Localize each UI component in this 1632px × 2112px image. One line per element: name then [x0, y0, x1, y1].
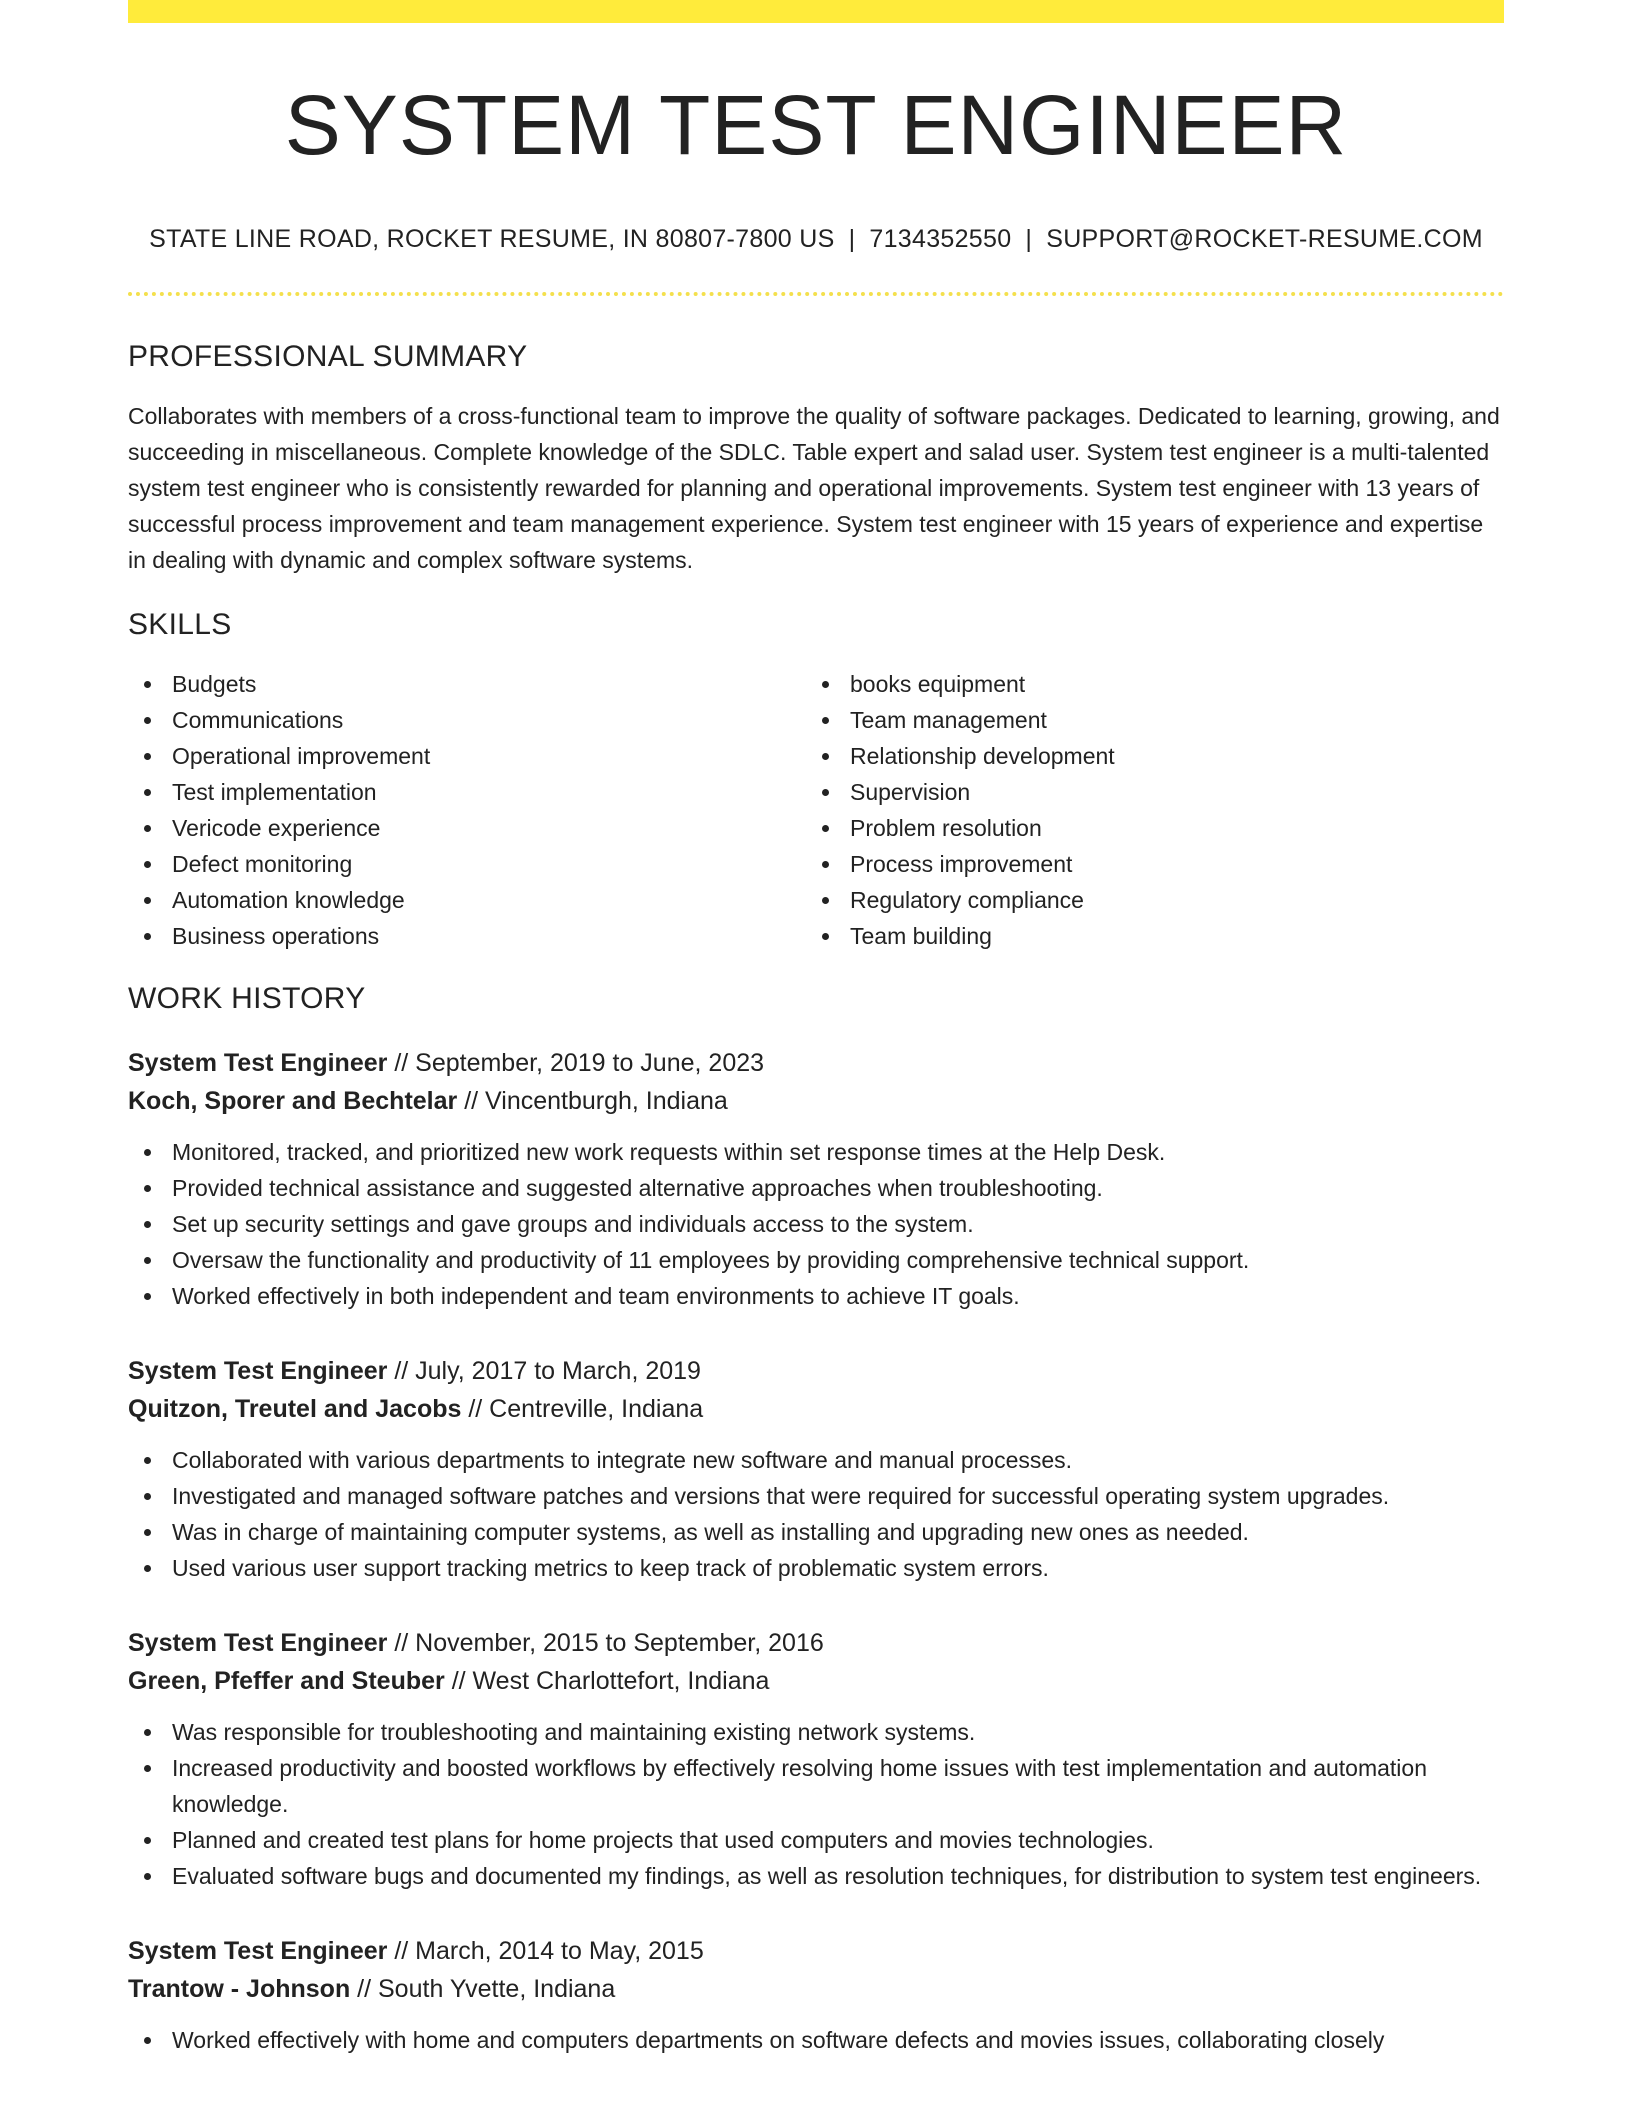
skill-item: Automation knowledge [128, 882, 806, 918]
job-role: System Test Engineer [128, 1049, 388, 1077]
job-entry [128, 1932, 1504, 2058]
dotted-divider [128, 292, 1504, 296]
summary-heading: PROFESSIONAL SUMMARY [128, 340, 528, 373]
summary-text: Collaborates with members of a cross-functional team to improve the quality of software packages. Dedicated to learning, growing, and succeeding in miscellaneous. Complete knowledge of the SDLC. Table expert and salad user. System test engineer is a multi-talented system test engineer who is consistently rewarded for planning and operational improvements. System test engineer with 13 years of successful process improvement and team management experience. System test engineer with 15 years of experience and expertise in dealing with dynamic and complex software systems. [128, 403, 1500, 573]
skill-item: Test implementation [128, 774, 806, 810]
accent-bar [128, 0, 1504, 23]
job-location: // Vincentburgh, Indiana [464, 1087, 728, 1115]
job-company-line [128, 1082, 1504, 1120]
job-company: Trantow - Johnson [128, 1975, 351, 2003]
skills-list [128, 666, 1504, 954]
job-role-line [128, 1932, 1504, 1970]
resume-title: SYSTEM TEST ENGINEER [284, 78, 1348, 172]
job-company: Koch, Sporer and Bechtelar [128, 1087, 458, 1115]
job-dates: // March, 2014 to May, 2015 [394, 1937, 704, 1965]
job-company-line [128, 1662, 1504, 1700]
skill-item: Supervision [806, 774, 1484, 810]
job-role: System Test Engineer [128, 1629, 388, 1657]
job-bullet: Collaborated with various departments to integrate new software and manual processes. [128, 1442, 1504, 1478]
job-role-line [128, 1044, 1504, 1082]
job-bullets [128, 1714, 1504, 1894]
job-location: // West Charlottefort, Indiana [451, 1667, 770, 1695]
address: STATE LINE ROAD, ROCKET RESUME, IN 80807-7800 US [149, 225, 835, 253]
job-bullet: Was responsible for troubleshooting and maintaining existing network systems. [128, 1714, 1504, 1750]
skill-item: Regulatory compliance [806, 882, 1484, 918]
work-history-heading: WORK HISTORY [128, 982, 366, 1015]
skills-heading: SKILLS [128, 608, 232, 641]
job-role: System Test Engineer [128, 1937, 388, 1965]
job-company-line [128, 1390, 1504, 1428]
job-bullet: Was in charge of maintaining computer systems, as well as installing and upgrading new ones as needed. [128, 1514, 1504, 1550]
job-role-line [128, 1624, 1504, 1662]
job-dates: // September, 2019 to June, 2023 [394, 1049, 765, 1077]
skill-item: Problem resolution [806, 810, 1484, 846]
job-bullet: Used various user support tracking metrics to keep track of problematic system errors. [128, 1550, 1504, 1586]
job-company-line [128, 1970, 1504, 2008]
skills-column-right [806, 666, 1484, 954]
skill-item: Budgets [128, 666, 806, 702]
job-location: // South Yvette, Indiana [357, 1975, 616, 2003]
phone: 7134352550 [869, 225, 1012, 253]
job-bullet: Provided technical assistance and suggested alternative approaches when troubleshooting. [128, 1170, 1504, 1206]
job-entry [128, 1044, 1504, 1314]
contact-separator: | [848, 225, 856, 253]
job-bullet: Planned and created test plans for home projects that used computers and movies technologies. [128, 1822, 1504, 1858]
skill-item: Process improvement [806, 846, 1484, 882]
job-dates: // November, 2015 to September, 2016 [394, 1629, 824, 1657]
job-company: Green, Pfeffer and Steuber [128, 1667, 445, 1695]
job-bullets [128, 2022, 1504, 2058]
contact-separator: | [1025, 225, 1033, 253]
job-bullets [128, 1134, 1504, 1314]
skills-column-left [128, 666, 806, 954]
job-bullet: Evaluated software bugs and documented my findings, as well as resolution techniques, for distribution to system test engineers. [128, 1858, 1504, 1894]
skill-item: Team building [806, 918, 1484, 954]
job-dates: // July, 2017 to March, 2019 [394, 1357, 701, 1385]
skill-item: Operational improvement [128, 738, 806, 774]
job-bullet: Set up security settings and gave groups and individuals access to the system. [128, 1206, 1504, 1242]
job-bullet: Increased productivity and boosted workflows by effectively resolving home issues with test implementation and automation knowledge. [128, 1750, 1504, 1822]
job-company: Quitzon, Treutel and Jacobs [128, 1395, 462, 1423]
skill-item: Team management [806, 702, 1484, 738]
job-bullet: Worked effectively with home and computers departments on software defects and movies issues, collaborating closely [128, 2022, 1504, 2058]
job-entry [128, 1352, 1504, 1586]
job-location: // Centreville, Indiana [468, 1395, 704, 1423]
resume-page [128, 0, 1504, 2058]
job-role: System Test Engineer [128, 1357, 388, 1385]
job-bullets [128, 1442, 1504, 1586]
skill-item: Business operations [128, 918, 806, 954]
job-bullet: Monitored, tracked, and prioritized new work requests within set response times at the Help Desk. [128, 1134, 1504, 1170]
skill-item: Communications [128, 702, 806, 738]
job-bullet: Investigated and managed software patches and versions that were required for successful operating system upgrades. [128, 1478, 1504, 1514]
contact-line [128, 225, 1504, 254]
email: SUPPORT@ROCKET-RESUME.COM [1046, 225, 1483, 253]
job-role-line [128, 1352, 1504, 1390]
job-bullet: Worked effectively in both independent and team environments to achieve IT goals. [128, 1278, 1504, 1314]
job-entry [128, 1624, 1504, 1894]
skill-item: books equipment [806, 666, 1484, 702]
skill-item: Vericode experience [128, 810, 806, 846]
job-bullet: Oversaw the functionality and productivity of 11 employees by providing comprehensive technical support. [128, 1242, 1504, 1278]
skill-item: Defect monitoring [128, 846, 806, 882]
skill-item: Relationship development [806, 738, 1484, 774]
